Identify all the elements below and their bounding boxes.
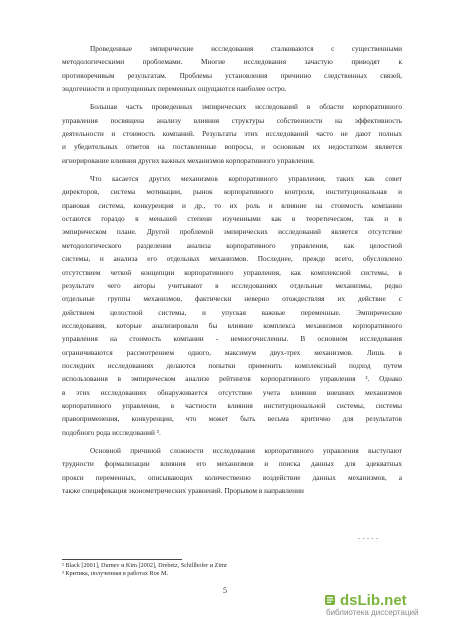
watermark-logo: dsLib.net (340, 592, 407, 609)
text-line: управления на стоимость компании - немногочисленны. В основном исследования (62, 334, 402, 344)
text-line: использования в эмпирическом анализе рейтингов корпоративного управления ². Однако (62, 374, 402, 384)
text-line: подобного рода исследований ³. (62, 427, 161, 437)
text-line: игнорирование влияния других важных механизмов корпоративного управления. (62, 155, 315, 165)
text-line: в этих исследованиях обнаруживается отсутствие учета влияния внешних механизмов (62, 387, 402, 397)
text-line: отсутствием четкой концепции корпоративного управления, как комплексной системы, в (62, 267, 402, 277)
text-line: управления посвящена анализу влияния структуры собственности на эффективность (62, 115, 402, 125)
text-line: Большая часть проведенных эмпирических исследований в области корпоративного (90, 102, 402, 112)
text-line: последних исследованиях делаются попытки применить комплексный подход путем (62, 360, 402, 370)
watermark[interactable] (324, 592, 448, 616)
text-line: системы, и анализа его отдельных механизмов. Последнее, прежде всего, обусловлено (62, 254, 402, 264)
text-line: результате чего авторы учитывают в исследованиях отдельные механизмы, редко (62, 280, 402, 290)
text-line: трудности формализации влияния его механизмов и поиска данных для адекватных (62, 459, 402, 469)
text-line: деятельности и стоимость компаний. Результаты этих исследований часто не дают полных (62, 129, 402, 139)
text-line: правоприменения, конкуренции, что может быть весьма критично для результатов (62, 414, 402, 424)
text-line: противоречивым результатам. Проблемы установления причинно следственных связей, (62, 70, 402, 80)
page-number: 5 (223, 586, 227, 595)
text-line: методологического разделения анализа корпоративного управления, как целостной (62, 240, 402, 250)
footnote-rule (62, 559, 182, 560)
text-line: Что касается других механизмов корпоративного управления, таких как совет (90, 174, 402, 184)
text-line: директоров, система мотивации, рынок корпоративного контроля, институциональная и (62, 187, 402, 197)
text-line: Основной причиной сложности исследования корпоративного управления выступают (90, 445, 402, 455)
text-line: также спецификация эконометрических уравнений. Прорывом в направлении (62, 486, 304, 495)
dslib-logo-icon (324, 594, 336, 606)
text-line: методологическими проблемами. Многие исследования зачастую приводят к (62, 57, 402, 67)
body-text (62, 42, 402, 497)
text-line: корпоративного управления, в частности влияния институциональной системы, системы (62, 400, 402, 410)
truncation-marks: - - - - - (358, 536, 379, 542)
text-line: отдельные группы механизмов, фактически неверно отождествляя их действие с (62, 294, 402, 304)
text-line: ограничиваются рассмотрением одного, максимум двух-трех механизмов. Лишь в (62, 347, 402, 357)
text-line: прокси переменных, описывающих количественно воздействие данных механизмов, а (62, 472, 402, 482)
text-line: правовая система, конкуренция и др., то их роль и влияние на стоимость компании (62, 200, 402, 210)
text-line: исследования, которые анализировали бы влияние комплекса механизмов корпоративного (62, 320, 402, 330)
text-line: и убедительных ответов на поставленные вопросы, и основным их недостатком является (62, 142, 402, 152)
text-line: действием целостной системы, и упуская важные переменные. Эмпирические (62, 307, 402, 317)
footnotes (62, 562, 402, 579)
footnote-3: ³ Критика, полученная в работах Roe M. (62, 570, 169, 578)
text-line: Проведенные эмпирические исследования сталкиваются с существенными (90, 44, 402, 53)
text-line: эндогенности и пропущенных переменных ощущаются наиболее остро. (62, 84, 287, 94)
text-line: остаются гораздо в меньшей степени изученными как в теоретическом, так и в (62, 214, 402, 224)
watermark-tagline: библиотека диссертаций (326, 608, 419, 617)
text-line: эмпирическом плане. Другой проблемой эмпирических исследований является отсутствие (62, 227, 402, 237)
footnote-2: ² Black [2001], Durnev и Kim [2002], Drebetz, Schillhofer и Zimr (62, 562, 228, 569)
